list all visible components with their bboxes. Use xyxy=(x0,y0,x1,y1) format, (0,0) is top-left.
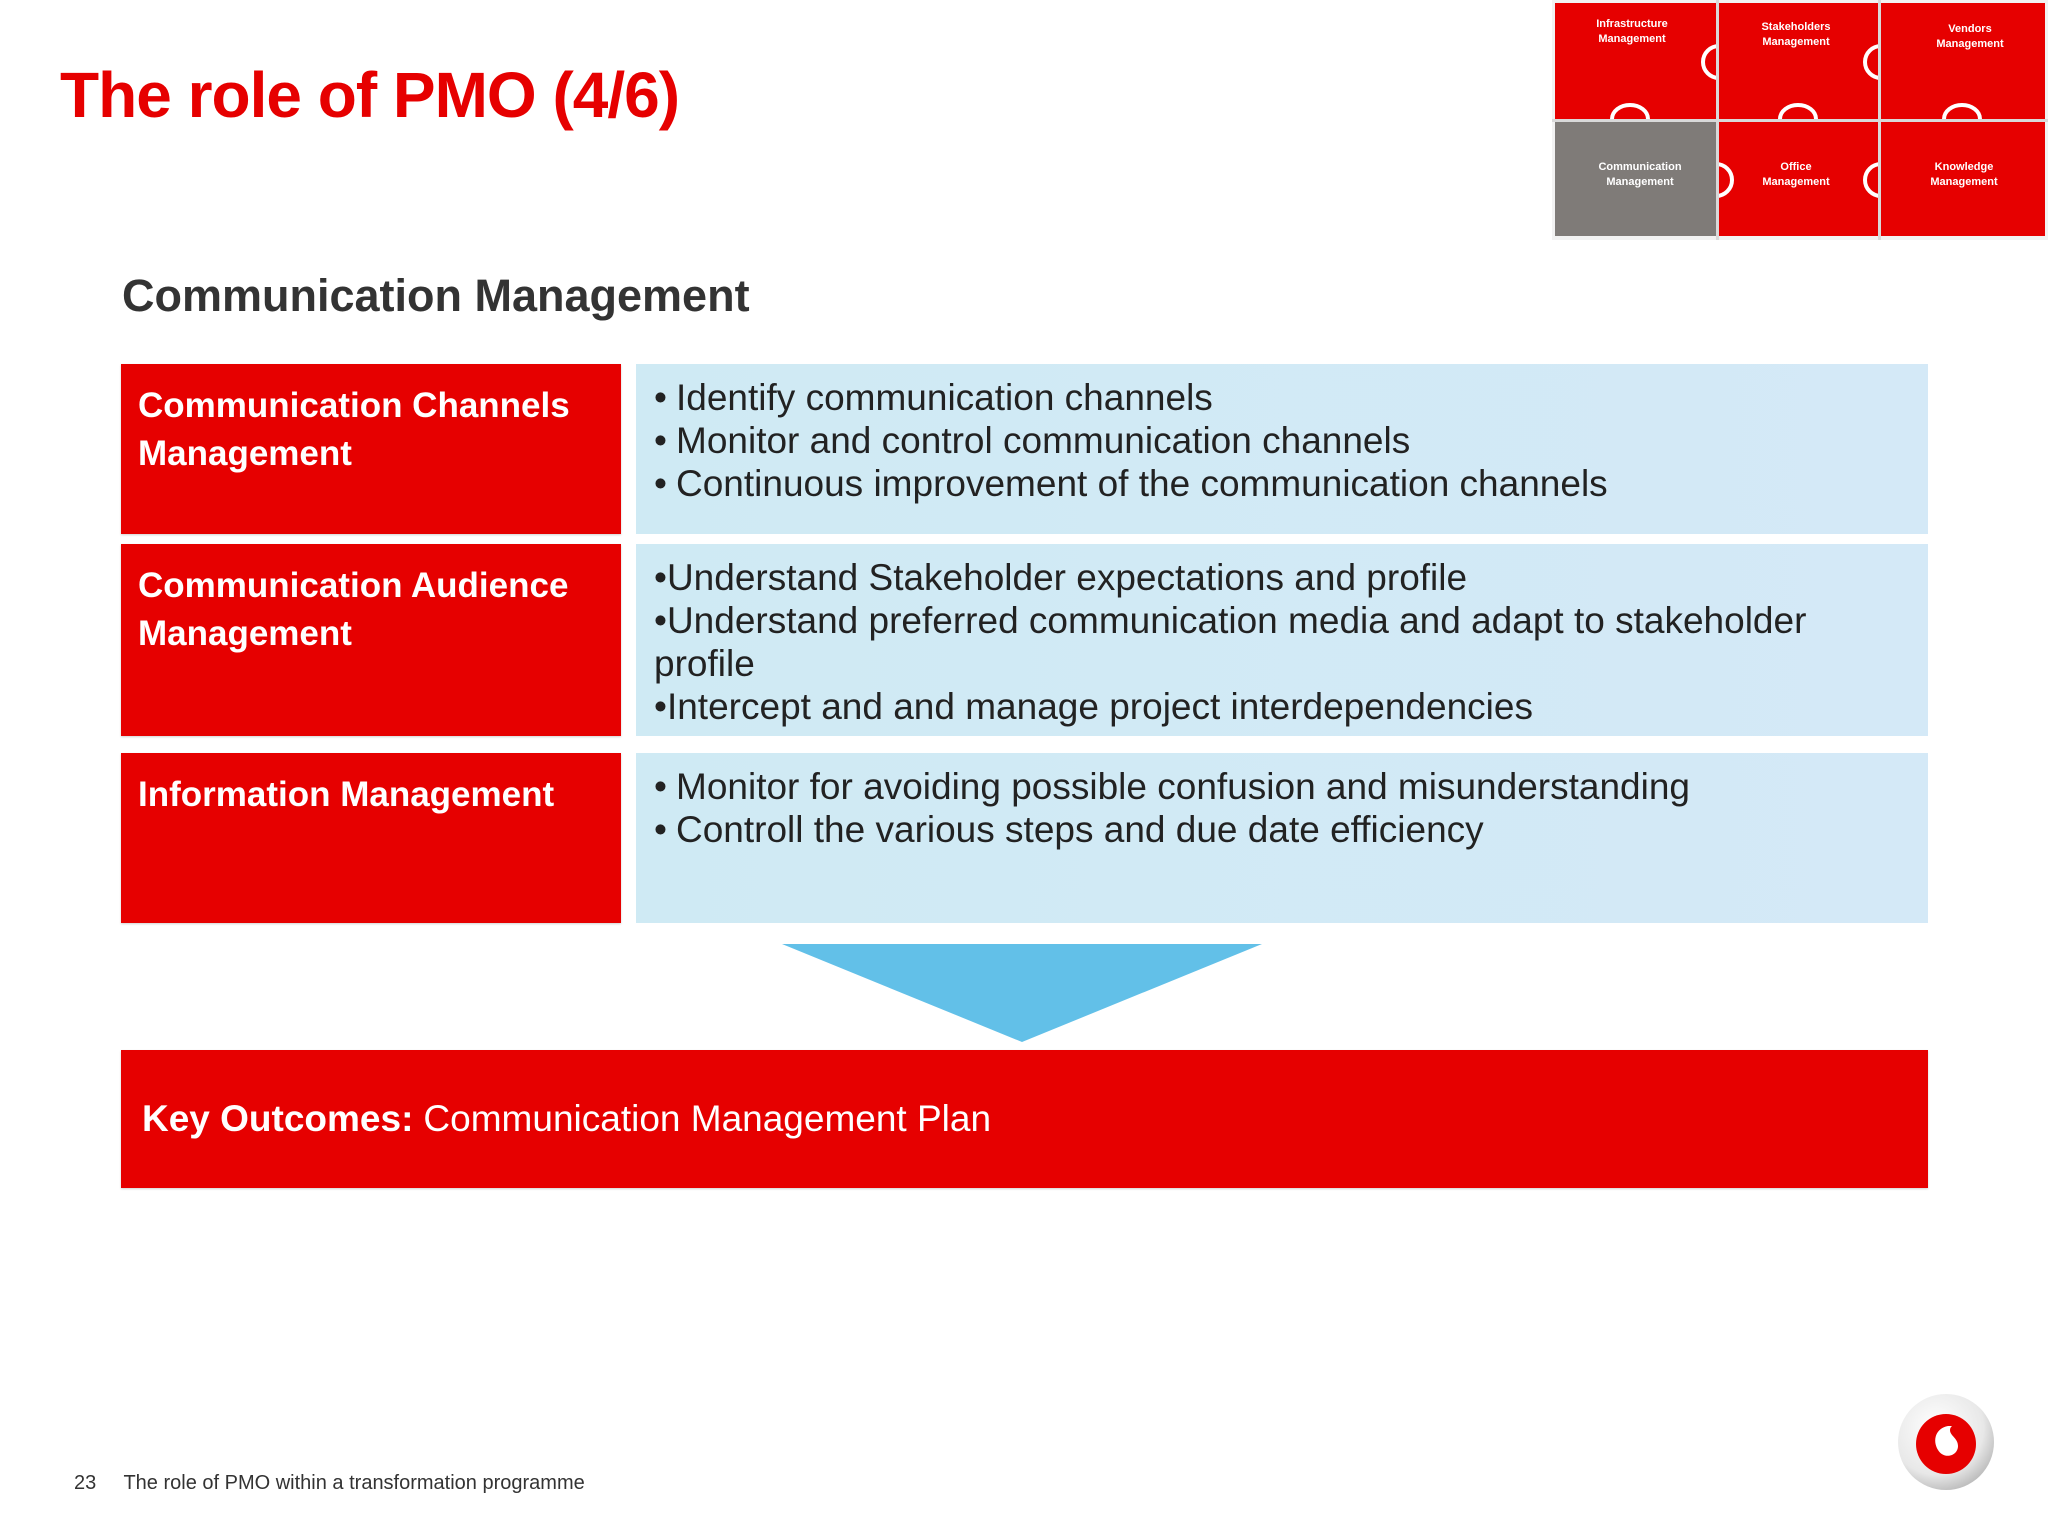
section-subtitle: Communication Management xyxy=(122,270,750,321)
bullet-item: •Intercept and and manage project interdependencies xyxy=(654,686,1533,727)
bullet-item: • Controll the various steps and due date efficiency xyxy=(654,809,1484,850)
slide-title: The role of PMO (4/6) xyxy=(60,59,680,131)
puzzle-label: Communication xyxy=(1598,161,1682,173)
row-label-line: Communication Channels xyxy=(138,386,570,425)
puzzle-piece-infrastructure[interactable] xyxy=(1555,3,1716,119)
bullet-icon: • xyxy=(654,809,667,850)
puzzle-label: Management xyxy=(1936,38,2004,50)
puzzle-label: Management xyxy=(1930,176,1998,188)
key-outcomes-text: Communication Management Plan xyxy=(423,1098,992,1139)
puzzle-label: Management xyxy=(1762,36,1830,48)
key-outcomes-bar xyxy=(121,1050,1928,1188)
puzzle-label: Management xyxy=(1762,176,1830,188)
row-label-channels xyxy=(121,364,621,534)
vodafone-logo-icon xyxy=(1896,1392,1996,1492)
row-label-line: Management xyxy=(138,614,352,653)
puzzle-piece-vendors[interactable] xyxy=(1881,3,2045,119)
row-label-line: Management xyxy=(138,434,352,473)
bullet-item: • Continuous improvement of the communication channels xyxy=(654,463,1608,504)
bullet-icon: • xyxy=(654,377,667,418)
bullet-icon: • xyxy=(654,420,667,461)
row-label-line: Information Management xyxy=(138,775,555,814)
key-outcomes-label: Key Outcomes: xyxy=(142,1098,414,1139)
puzzle-piece-knowledge[interactable] xyxy=(1881,122,2045,236)
puzzle-label: Knowledge xyxy=(1934,161,1994,173)
puzzle-label: Stakeholders xyxy=(1761,21,1831,33)
puzzle-piece-office[interactable] xyxy=(1719,122,1878,236)
row-label-information xyxy=(121,753,621,923)
page-number: 23 xyxy=(74,1472,97,1494)
puzzle-navigation xyxy=(1552,0,2048,240)
bullet-item: • Monitor for avoiding possible confusion and misunderstanding xyxy=(654,766,1690,807)
bullet-icon: • xyxy=(654,463,667,504)
row-label-audience xyxy=(121,544,621,736)
footer xyxy=(74,1472,585,1495)
puzzle-label: Office xyxy=(1780,161,1812,173)
row-label-line: Communication Audience xyxy=(138,566,569,605)
bullet-item: • Identify communication channels xyxy=(654,377,1213,418)
bullet-icon: • xyxy=(654,766,667,807)
row-body-audience xyxy=(636,544,1928,736)
puzzle-label: Management xyxy=(1598,33,1666,45)
footer-text: The role of PMO within a transformation programme xyxy=(123,1472,585,1494)
row-body-information xyxy=(636,753,1928,923)
bullet-item: •Understand Stakeholder expectations and profile xyxy=(654,557,1468,598)
bullet-item: • Monitor and control communication channels xyxy=(654,420,1411,461)
puzzle-piece-communication[interactable] xyxy=(1555,122,1716,236)
puzzle-label: Infrastructure xyxy=(1596,18,1668,30)
bullet-item: •Understand preferred communication media and adapt to stakeholder profile xyxy=(654,600,1807,684)
puzzle-label: Management xyxy=(1606,176,1674,188)
puzzle-label: Vendors xyxy=(1948,23,1992,35)
row-body-channels xyxy=(636,364,1928,534)
puzzle-piece-stakeholders[interactable] xyxy=(1719,3,1878,119)
down-arrow-icon xyxy=(782,944,1262,1042)
